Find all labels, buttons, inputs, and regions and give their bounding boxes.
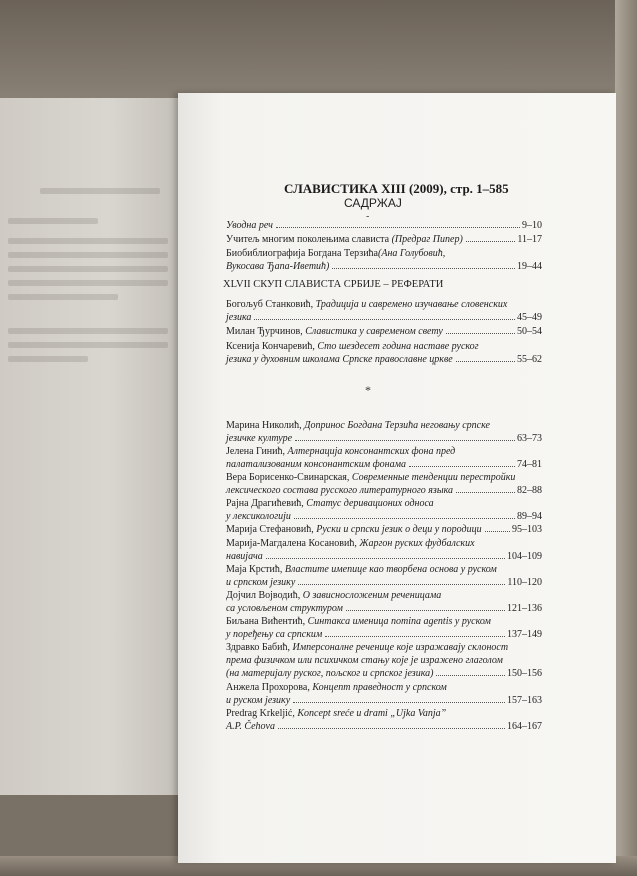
entry-author: Дојчил Војводић, [226,590,303,601]
page-numbers: 95–103 [512,524,542,535]
toc-entry-line [226,628,542,641]
entry-text [226,420,490,431]
section-heading: XLVII СКУП СЛАВИСТА СРБИЈЕ – РЕФЕРАТИ [223,279,444,290]
dot-leader [409,466,515,467]
entry-author: Учитељ многим поколењима слависта [226,234,392,245]
toc-entry-line [226,353,542,366]
entry-text [226,260,329,273]
page-numbers: 89–94 [517,511,542,522]
ghost-text-line [8,342,168,348]
page-numbers: 82–88 [517,485,542,496]
entry-text [226,682,447,693]
entry-title-cont: палатализованим консонантским фонама [226,459,406,470]
entry-author: Маја Крстић, [226,564,285,575]
dot-leader [298,584,505,585]
dot-leader [294,518,515,519]
toc-entry-line [226,445,542,458]
dot-leader [325,636,505,637]
entry-title: О зависносложеним реченицама [302,590,442,601]
entry-title-cont: и руском језику [226,695,291,706]
entry-author: Вера Борисенко-Свинарская, [226,472,352,483]
toc-entry [226,537,542,563]
entry-author: Марија Стефановић, [226,524,317,535]
entry-text [226,576,295,589]
page-numbers: 9–10 [522,220,542,231]
entry-title-cont: A.P. Čehova [226,721,275,732]
ghost-text-line [8,266,168,272]
entry-text [226,590,441,601]
toc-entry-line [226,667,542,680]
page-numbers: 45–49 [517,312,542,323]
entry-title: Славистика у савременом свету [305,326,443,337]
entry-title: Руски и српски језик о деци у породици [316,524,482,535]
contents-heading: САДРЖАЈ [344,196,402,210]
toc-entry-line [226,510,542,523]
toc-entry [226,233,542,246]
toc-entry [226,523,542,536]
separator-star: * [365,383,371,397]
page-numbers: 164–167 [507,721,542,732]
entry-text [226,472,515,483]
toc-entry [226,298,542,324]
toc-entry [226,707,542,733]
toc-entry-line [226,707,542,720]
page-numbers: 50–54 [517,326,542,337]
entry-title: Имперсоналне реченице које изражавају склоност [292,642,509,653]
entry-text [226,219,273,232]
entry-title-cont: лексического состава русского литературного языка [226,485,454,496]
entry-author: Рајна Драгићевић, [226,498,307,509]
toc-entry-line [226,260,542,273]
toc-entry-line [226,484,542,497]
entry-text [226,642,508,653]
dot-leader [466,241,516,242]
ghost-text-line [8,280,168,286]
toc-entry-line [226,458,542,471]
toc-entry-line [226,602,542,615]
toc-entry-line [226,497,542,510]
entry-title-cont: и српском језику [226,577,296,588]
toc-entry [226,589,542,615]
toc-entry-line [226,247,542,260]
toc-entry [226,471,542,497]
dot-leader [332,268,515,269]
entry-title-cont: са условљеном структуром [226,603,343,614]
ghost-text-line [8,328,168,334]
entry-title: Допринос Богдана Терзића неговању српске [304,420,490,431]
entry-title: Статус деривационих односа [306,498,434,509]
toc-page [178,93,616,863]
entry-text [226,248,445,259]
entry-title: Жаргон руских фудбалских [359,538,475,549]
ghost-text-line [8,356,88,362]
entry-title-cont: према физичком или психичком стању које је изражено глаголом [226,655,503,666]
entry-text [226,694,290,707]
toc-entry-line [226,681,542,694]
entry-text [226,311,251,324]
toc-entry-line [226,340,542,353]
entry-text [226,484,453,497]
entry-author: Predrag Krkeljić, [226,708,298,719]
toc-entry-line [226,325,542,338]
entry-text [226,523,482,536]
entry-author: Здравко Бабић, [226,642,293,653]
entry-text [226,458,406,471]
toc-entry [226,497,542,523]
ghost-text-line [8,238,168,244]
toc-entry [226,681,542,707]
toc-entry [226,219,542,232]
dot-leader [276,227,520,228]
toc-entry-line [226,641,542,654]
entry-text [226,299,507,310]
entry-title: (Ана Голубовић, [378,248,446,259]
ghost-text-line [8,252,168,258]
dot-leader [295,440,515,441]
dot-leader [436,675,505,676]
toc-entry [226,445,542,471]
entry-text [226,353,453,366]
entry-text [226,628,322,641]
dot-leader [456,492,515,493]
scan-background-right [615,0,637,876]
entry-text [226,510,291,523]
page-numbers: 110–120 [507,577,542,588]
toc-entry-line [226,419,542,432]
entry-text [226,667,433,680]
entry-text [226,341,479,352]
dot-leader [446,333,515,334]
toc-entry-line [226,233,542,246]
entry-title-cont: језичке културе [226,433,293,444]
toc-entry [226,563,542,589]
entry-author: Анжела Прохорова, [226,682,313,693]
toc-entry-line [226,311,542,324]
dot-leader [485,531,510,532]
entry-title-cont: језика [226,312,252,323]
entry-text [226,655,503,666]
entry-title: Koncept sreće u drami „Ujka Vanja” [297,708,447,719]
entry-text [226,564,497,575]
toc-entry-line [226,563,542,576]
entry-title-cont: навијача [226,551,263,562]
entry-text [226,708,446,719]
entry-title-cont: у лексикологији [226,511,291,522]
toc-entry-line [226,654,542,667]
entry-text [226,446,455,457]
entry-text [226,720,275,733]
entry-text [226,602,343,615]
toc-entry-line [226,219,542,232]
page-numbers: 104–109 [507,551,542,562]
entry-author: Јелена Гинић, [226,446,288,457]
page-numbers: 121–136 [507,603,542,614]
entry-author: Ксенија Кончаревић, [226,341,318,352]
entry-text [226,550,263,563]
entry-title: Властите имenице као творбена основа у руском [284,564,497,575]
entry-author: Милан Ђурчинов, [226,326,306,337]
entry-text [226,616,491,627]
dot-leader [266,558,505,559]
entry-title-cont: језика у духовним школама Српске православне цркве [226,354,453,365]
toc-entry-line [226,550,542,563]
entry-title: Современные тенденции перестройки [351,472,516,483]
page-numbers: 137–149 [507,629,542,640]
toc-entry [226,419,542,445]
entry-author: Биљана Вићентић, [226,616,308,627]
journal-title: СЛАВИСТИКА XIII (2009), стр. 1–585 [284,181,509,196]
entry-text [226,498,434,509]
dot-leader [346,610,505,611]
toc-entry [226,325,542,338]
ghost-text-line [8,218,98,224]
facing-page [0,98,180,795]
dot-leader [293,702,505,703]
toc-entry-line [226,298,542,311]
scan-background-top [0,0,637,100]
page-numbers: 55–62 [517,354,542,365]
entry-title-cont: Вукосава Ђапа-Иветић) [226,261,330,272]
page-numbers: 63–73 [517,433,542,444]
dot-leader [456,361,515,362]
toc-entry [226,615,542,641]
page-numbers: 157–163 [507,695,542,706]
toc-entry-line [226,432,542,445]
ghost-text-line [8,294,118,300]
page-numbers: 19–44 [517,261,542,272]
toc-entry [226,247,542,273]
entry-title: Синтакса именица nomina agentis у руском [307,616,491,627]
toc-entry [226,340,542,366]
toc-entry-line [226,537,542,550]
entry-text [226,432,292,445]
entry-author: Марија-Магдалена Косановић, [226,538,360,549]
toc-entry-line [226,694,542,707]
page-numbers: 74–81 [517,459,542,470]
toc-entry-line [226,615,542,628]
entry-title: Концепт праведност у српском [312,682,447,693]
ghost-text-line [40,188,160,194]
entry-title-cont: у поређењу са српским [226,629,323,640]
entry-title: Уводна реч [226,220,273,231]
toc-entry-line [226,576,542,589]
toc-entry-line [226,589,542,602]
toc-entry-line [226,720,542,733]
entry-author: Марина Николић, [226,420,305,431]
entry-title: Традиција и савремено изучавање словенских [315,299,508,310]
entry-author: Биобиблиографија Богдана Терзића [226,248,378,259]
toc-entry [226,641,542,680]
entry-title: (Предраг Пипер) [391,234,463,245]
dash-mark: - [366,211,370,222]
entry-title: Сто шездесет година наставе руског [317,341,479,352]
entry-author: Богољуб Станковић, [226,299,316,310]
entry-title-cont: (на материјалу руског, пољског и српског језика) [226,668,434,679]
entry-text [226,233,463,246]
entry-text [226,538,475,549]
dot-leader [254,319,515,320]
toc-entry-line [226,471,542,484]
dot-leader [278,728,505,729]
page-numbers: 11–17 [517,234,542,245]
page-numbers: 150–156 [507,668,542,679]
entry-title: Алтернација консонантских фона пред [287,446,456,457]
toc-entry-line [226,523,542,536]
entry-text [226,325,443,338]
